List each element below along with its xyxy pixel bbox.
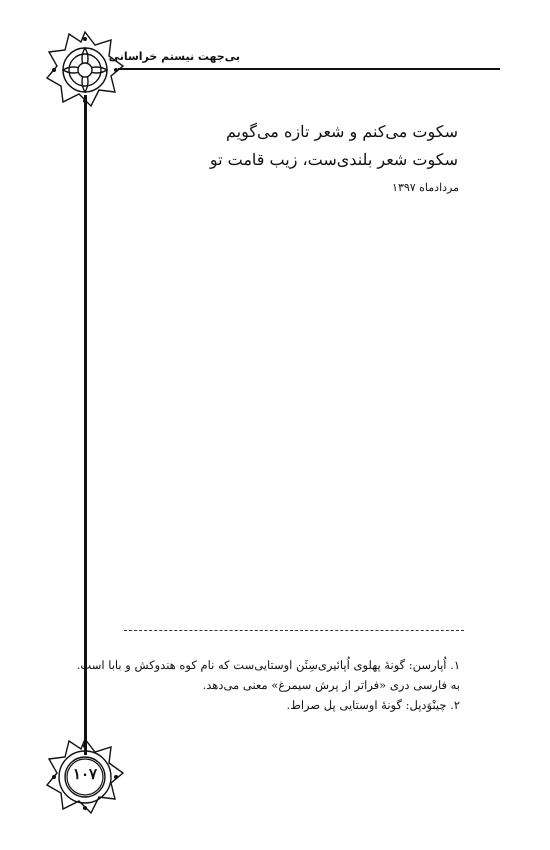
- poem: [210, 118, 458, 174]
- poem-date: مردادماه ۱۳۹۷: [392, 181, 459, 194]
- footnote-line: به فارسی دری «فراتر از پرش سیمرغ» معنی می‌دهد.: [202, 678, 460, 692]
- header-rule: [118, 68, 500, 70]
- rosette-ornament-icon: [45, 30, 125, 110]
- footnote-line: ۱. اُپارسن: گونهٔ پهلوی اُپائیری‌سِئَن اوستایی‌ست که نام کوه هندوکش و بابا است.: [76, 658, 460, 672]
- poem-line: سکوت می‌کنم و شعر تازه می‌گویم: [225, 122, 458, 141]
- footnotes: [60, 655, 460, 715]
- poem-line: سکوت شعر بلندی‌ست، زیب قامت تو: [209, 150, 458, 169]
- page-number: ۱۰۷: [72, 765, 98, 783]
- header-title: بی‌جهت نیستم خراسانی: [108, 50, 240, 63]
- footnote-separator: [124, 630, 464, 631]
- footnote-line: ۲. چینْوَدپل: گونهٔ اوستایی پل صراط.: [286, 698, 460, 712]
